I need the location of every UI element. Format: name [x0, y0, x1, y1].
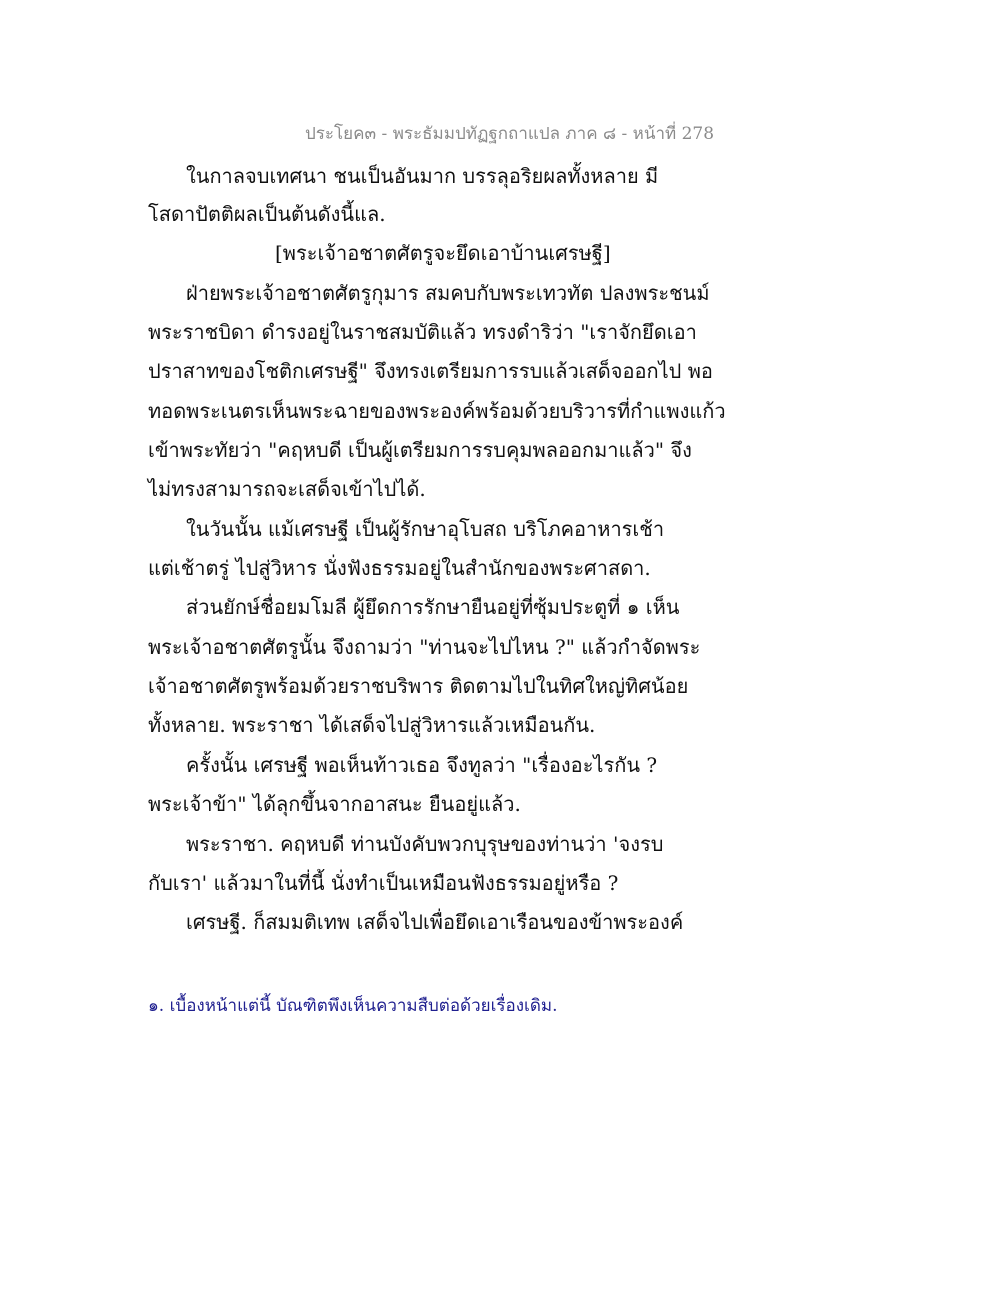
body-line: เศรษฐี. ก็สมมติเทพ เสด็จไปเพื่อยึดเอาเรือนของข้าพระองค์ [186, 910, 684, 934]
body-line: พระเจ้าอชาตศัตรูนั้น จึงถามว่า "ท่านจะไปไหน ?" แล้วกำจัดพระ [148, 635, 701, 659]
body-line: ในวันนั้น แม้เศรษฐี เป็นผู้รักษาอุโบสถ บริโภคอาหารเช้า [186, 517, 665, 541]
body-line: พระเจ้าข้า" ได้ลุกขึ้นจากอาสนะ ยืนอยู่แล้ว. [148, 792, 521, 816]
body-line: พระราชา. คฤหบดี ท่านบังคับพวกบุรุษของท่านว่า 'จงรบ [186, 832, 664, 856]
page-header: ประโยค๓ - พระธัมมปทัฏฐกถาแปล ภาค ๘ - หน้าที่ 278 [305, 124, 715, 144]
body-line: ปราสาทของโชติกเศรษฐี" จึงทรงเตรียมการรบแล้วเสด็จออกไป พอ [148, 359, 713, 383]
body-line: แต่เช้าตรู่ ไปสู่วิหาร นั่งฟังธรรมอยู่ในสำนักของพระศาสดา. [148, 556, 651, 580]
body-line: ไม่ทรงสามารถจะเสด็จเข้าไปได้. [148, 477, 426, 501]
body-line: พระราชบิดา ดำรงอยู่ในราชสมบัติแล้ว ทรงดำริว่า "เราจักยึดเอา [148, 320, 697, 344]
body-line: เข้าพระทัยว่า "คฤหบดี เป็นผู้เตรียมการรบคุมพลออกมาแล้ว" จึง [148, 438, 692, 462]
body-line: กับเรา' แล้วมาในที่นี้ นั่งทำเป็นเหมือนฟังธรรมอยู่หรือ ? [148, 871, 619, 895]
body-line: ฝ่ายพระเจ้าอชาตศัตรูกุมาร สมคบกับพระเทวทัต ปลงพระชนม์ [186, 281, 710, 305]
body-line: ทอดพระเนตรเห็นพระฉายของพระองค์พร้อมด้วยบริวารที่กำแพงแก้ว [148, 399, 726, 423]
body-line: เจ้าอชาตศัตรูพร้อมด้วยราชบริพาร ติดตามไปในทิศใหญ่ทิศน้อย [148, 674, 689, 698]
body-line: ทั้งหลาย. พระราชา ได้เสด็จไปสู่วิหารแล้วเหมือนกัน. [148, 713, 596, 737]
body-line: โสดาปัตติผลเป็นต้นดังนี้แล. [148, 202, 386, 226]
body-line: ในกาลจบเทศนา ชนเป็นอันมาก บรรลุอริยผลทั้งหลาย มี [186, 164, 659, 188]
footnote: ๑. เบื้องหน้าแต่นี้ บัณฑิตพึงเห็นความสืบต่อด้วยเรื่องเดิม. [148, 996, 558, 1016]
section-heading: [พระเจ้าอชาตศัตรูจะยึดเอาบ้านเศรษฐี] [275, 241, 611, 265]
body-line: ครั้งนั้น เศรษฐี พอเห็นท้าวเธอ จึงทูลว่า "เรื่องอะไรกัน ? [186, 753, 658, 777]
body-line: ส่วนยักษ์ชื่อยมโมลี ผู้ยึดการรักษายืนอยู่ที่ซุ้มประตูที่ ๑ เห็น [186, 595, 680, 619]
